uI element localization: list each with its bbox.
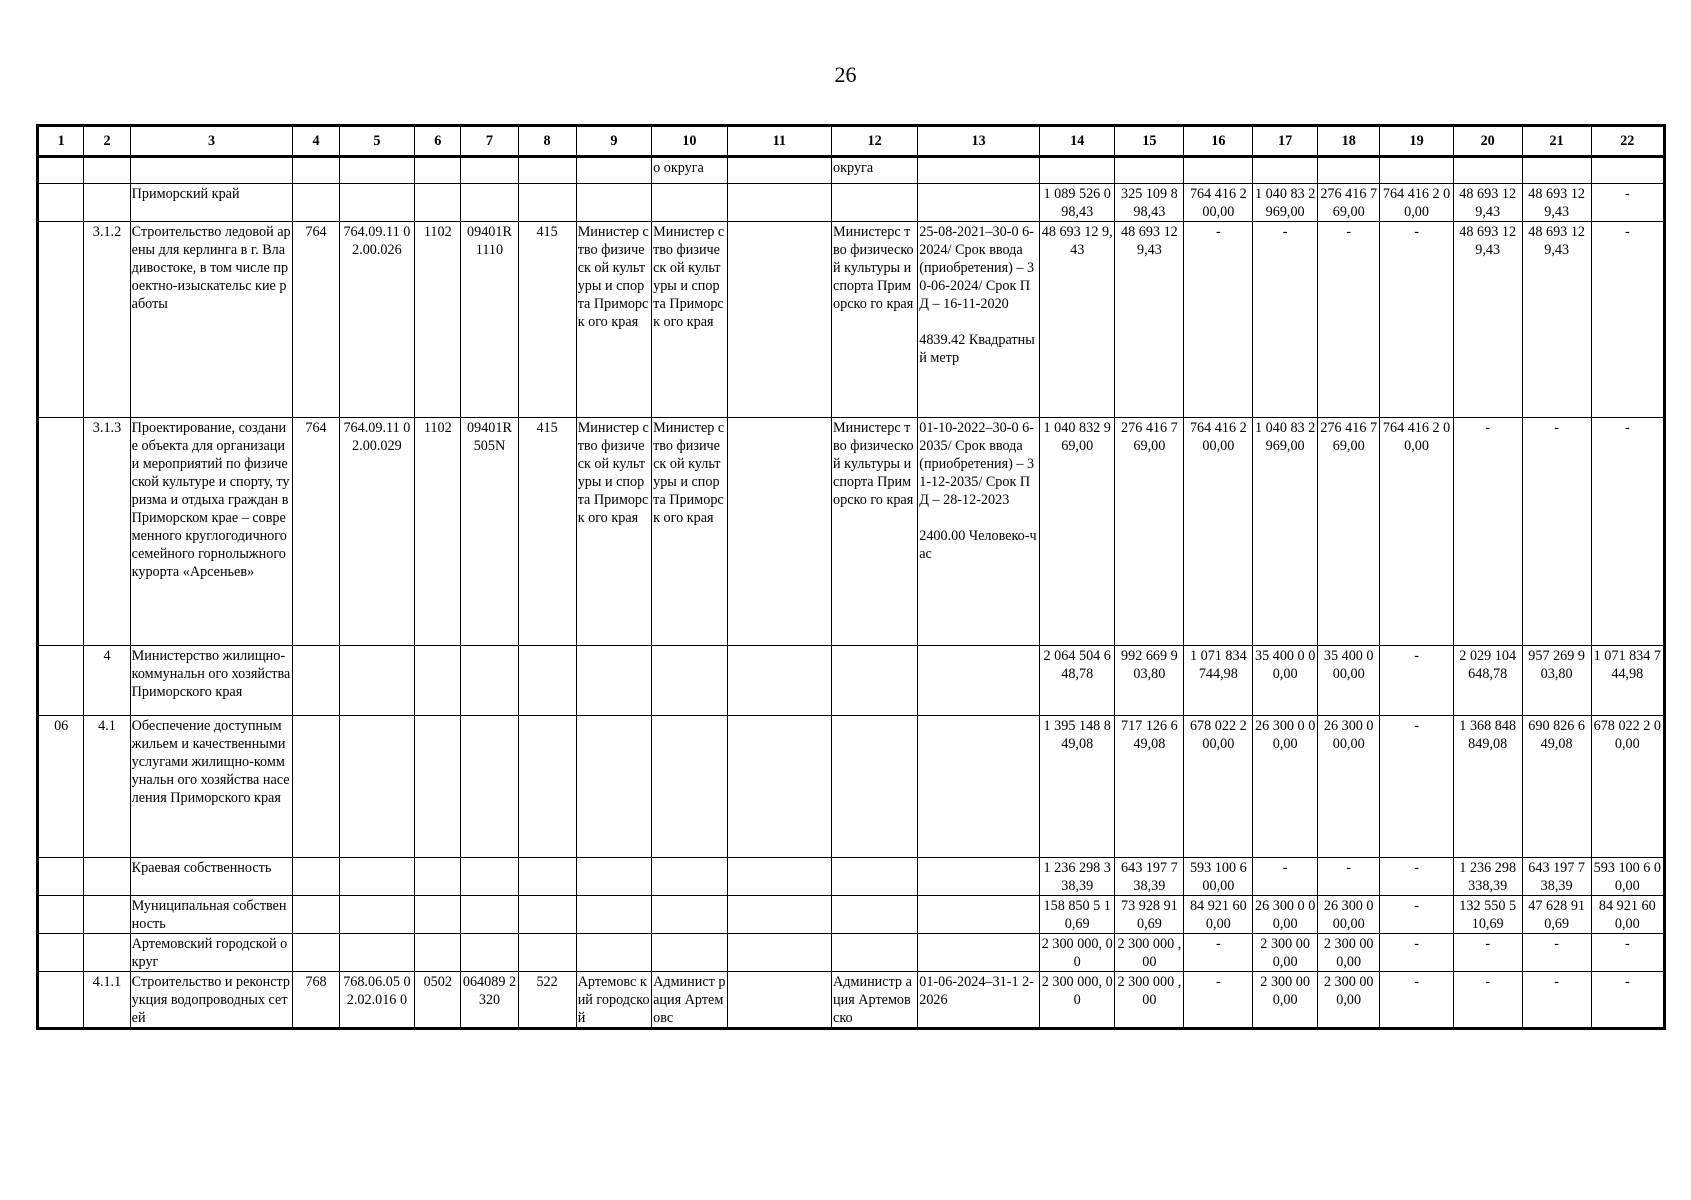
table-cell-col-16: -	[1184, 222, 1253, 418]
table-cell-col-8	[518, 716, 576, 858]
table-cell-col-10	[652, 716, 727, 858]
table-cell-col-10: Министер ство физическ ой культуры и спорта Приморск ого края	[652, 418, 727, 646]
table-cell-col-12: Министерс тво физической культуры и спорта Приморско го края	[832, 222, 918, 418]
table-cell-col-1	[38, 157, 84, 184]
table-cell-col-15: 2 300 000 ,00	[1115, 934, 1184, 972]
table-cell-col-11	[727, 157, 832, 184]
table-cell-col-16: 764 416 2 00,00	[1184, 418, 1253, 646]
table-cell-col-19: -	[1380, 646, 1453, 716]
column-header-21: 21	[1522, 126, 1591, 157]
table-cell-col-21: 643 197 7 38,39	[1522, 858, 1591, 896]
table-cell-col-2: 3.1.2	[84, 222, 130, 418]
column-header-17: 17	[1253, 126, 1318, 157]
table-cell-col-10: Министер ство физическ ой культуры и спорта Приморск ого края	[652, 222, 727, 418]
table-cell-col-5	[339, 858, 414, 896]
table-body	[38, 157, 1665, 1029]
table-cell-col-13	[918, 646, 1040, 716]
column-header-13: 13	[918, 126, 1040, 157]
table-cell-col-4: 768	[293, 972, 339, 1029]
table-cell-col-22: 678 022 2 00,00	[1591, 716, 1664, 858]
column-header-4: 4	[293, 126, 339, 157]
table-cell-col-9	[576, 934, 651, 972]
budget-table	[36, 124, 1666, 1030]
table-cell-col-15: 48 693 12 9,43	[1115, 222, 1184, 418]
column-header-8: 8	[518, 126, 576, 157]
table-row	[38, 716, 1665, 858]
table-cell-col-22: 84 921 60 0,00	[1591, 896, 1664, 934]
table-cell-col-3: Краевая собственность	[130, 858, 293, 896]
table-cell-col-19: 764 416 2 00,00	[1380, 184, 1453, 222]
table-cell-col-17: 26 300 0 00,00	[1253, 716, 1318, 858]
table-cell-col-18: 26 300 0 00,00	[1317, 716, 1379, 858]
table-cell-col-8	[518, 184, 576, 222]
column-header-7: 7	[461, 126, 518, 157]
table-cell-col-12	[832, 934, 918, 972]
table-cell-col-5	[339, 184, 414, 222]
table-cell-col-15: 992 669 9 03,80	[1115, 646, 1184, 716]
table-cell-col-21: -	[1522, 418, 1591, 646]
table-cell-col-19: -	[1380, 858, 1453, 896]
table-cell-col-1	[38, 934, 84, 972]
table-cell-col-16: 678 022 2 00,00	[1184, 716, 1253, 858]
table-cell-col-20: 48 693 12 9,43	[1453, 184, 1522, 222]
page-number: 26	[834, 62, 857, 87]
table-cell-col-16: 593 100 6 00,00	[1184, 858, 1253, 896]
table-row	[38, 418, 1665, 646]
table-cell-col-17: -	[1253, 222, 1318, 418]
table-cell-col-8: 522	[518, 972, 576, 1029]
table-cell-col-22: -	[1591, 972, 1664, 1029]
column-header-14: 14	[1039, 126, 1114, 157]
table-cell-col-2	[84, 934, 130, 972]
table-cell-col-17: 1 040 83 2 969,00	[1253, 184, 1318, 222]
table-cell-col-5	[339, 896, 414, 934]
table-cell-col-5: 764.09.11 02.00.029	[339, 418, 414, 646]
table-cell-col-10: Админист рация Артемовс	[652, 972, 727, 1029]
table-cell-col-14: 48 693 12 9,43	[1039, 222, 1114, 418]
table-cell-col-8: 415	[518, 418, 576, 646]
table-cell-col-7	[461, 896, 518, 934]
table-cell-col-22: -	[1591, 934, 1664, 972]
table-cell-col-7	[461, 858, 518, 896]
table-cell-col-8	[518, 157, 576, 184]
column-header-2: 2	[84, 126, 130, 157]
table-cell-col-9	[576, 896, 651, 934]
table-cell-col-11	[727, 934, 832, 972]
table-cell-col-10: о округа	[652, 157, 727, 184]
table-cell-col-1	[38, 222, 84, 418]
column-header-6: 6	[415, 126, 461, 157]
table-row	[38, 896, 1665, 934]
table-cell-col-14: 1 236 298 338,39	[1039, 858, 1114, 896]
table-cell-col-3: Приморский край	[130, 184, 293, 222]
table-cell-col-1	[38, 858, 84, 896]
table-cell-col-10	[652, 184, 727, 222]
table-cell-col-17	[1253, 157, 1318, 184]
table-cell-col-12: Министерс тво физической культуры и спорта Приморско го края	[832, 418, 918, 646]
table-cell-col-18: 276 416 769,00	[1317, 184, 1379, 222]
table-cell-col-7: 064089 2320	[461, 972, 518, 1029]
table-cell-col-17: 1 040 83 2 969,00	[1253, 418, 1318, 646]
table-cell-col-12	[832, 896, 918, 934]
table-cell-col-2	[84, 858, 130, 896]
table-cell-col-12	[832, 858, 918, 896]
table-cell-col-14: 158 850 5 10,69	[1039, 896, 1114, 934]
table-cell-col-17: 2 300 00 0,00	[1253, 934, 1318, 972]
table-cell-col-13	[918, 858, 1040, 896]
table-cell-col-13: 25-08-2021–30-0 6-2024/ Срок ввода (приобретения) – 30-06-2024/ Срок ПД – 16-11-2020 4839.42 Квадратный метр	[918, 222, 1040, 418]
table-cell-col-5: 764.09.11 02.00.026	[339, 222, 414, 418]
table-cell-col-8: 415	[518, 222, 576, 418]
table-cell-col-19	[1380, 157, 1453, 184]
table-cell-col-22: -	[1591, 222, 1664, 418]
header-row	[38, 126, 1665, 157]
table-cell-col-10	[652, 646, 727, 716]
table-cell-col-11	[727, 716, 832, 858]
table-cell-col-15: 73 928 91 0,69	[1115, 896, 1184, 934]
table-cell-col-9	[576, 646, 651, 716]
table-cell-col-5	[339, 157, 414, 184]
table-cell-col-20: 132 550 5 10,69	[1453, 896, 1522, 934]
table-cell-col-21: 48 693 12 9,43	[1522, 184, 1591, 222]
table-cell-col-12	[832, 716, 918, 858]
table-cell-col-13	[918, 157, 1040, 184]
table-cell-col-3: Муниципальная собственность	[130, 896, 293, 934]
table-cell-col-19: -	[1380, 934, 1453, 972]
table-cell-col-16: 1 071 834 744,98	[1184, 646, 1253, 716]
table-cell-col-20: 1 236 298 338,39	[1453, 858, 1522, 896]
table-cell-col-2	[84, 184, 130, 222]
table-cell-col-22: 1 071 834 744,98	[1591, 646, 1664, 716]
table-cell-col-22	[1591, 157, 1664, 184]
table-cell-col-2	[84, 157, 130, 184]
table-cell-col-15: 276 416 7 69,00	[1115, 418, 1184, 646]
table-cell-col-21: 957 269 9 03,80	[1522, 646, 1591, 716]
table-cell-col-11	[727, 222, 832, 418]
table-cell-col-7	[461, 934, 518, 972]
table-cell-col-22: -	[1591, 184, 1664, 222]
table-row	[38, 184, 1665, 222]
table-cell-col-3: Проектирование, создание объекта для организации мероприятий по физической культуре и спорту, туризма и отдыха граждан в Приморском крае – современного круглогодичного семейного горнолыжного курорта «Арсеньев»	[130, 418, 293, 646]
table-cell-col-6	[415, 896, 461, 934]
table-cell-col-1	[38, 896, 84, 934]
table-cell-col-1: 06	[38, 716, 84, 858]
table-cell-col-4: 764	[293, 222, 339, 418]
table-cell-col-2: 4	[84, 646, 130, 716]
table-cell-col-17: 26 300 0 00,00	[1253, 896, 1318, 934]
table-cell-col-8	[518, 646, 576, 716]
table-cell-col-7: 09401R 1110	[461, 222, 518, 418]
table-cell-col-15: 325 109 8 98,43	[1115, 184, 1184, 222]
table-cell-col-9	[576, 716, 651, 858]
table-cell-col-18	[1317, 157, 1379, 184]
column-header-12: 12	[832, 126, 918, 157]
table-cell-col-4	[293, 646, 339, 716]
table-cell-col-15	[1115, 157, 1184, 184]
table-cell-col-17: 35 400 0 00,00	[1253, 646, 1318, 716]
table-cell-col-5: 768.06.05 02.02.016 0	[339, 972, 414, 1029]
table-cell-col-12: Администр ация Артемовско	[832, 972, 918, 1029]
table-cell-col-18: 26 300 0 00,00	[1317, 896, 1379, 934]
table-cell-col-20: 2 029 104 648,78	[1453, 646, 1522, 716]
table-cell-col-21: 690 826 6 49,08	[1522, 716, 1591, 858]
table-cell-col-13	[918, 896, 1040, 934]
table-cell-col-15: 717 126 6 49,08	[1115, 716, 1184, 858]
table-cell-col-8	[518, 934, 576, 972]
table-cell-col-21: -	[1522, 934, 1591, 972]
table-cell-col-9	[576, 157, 651, 184]
table-cell-col-13: 01-06-2024–31-1 2-2026	[918, 972, 1040, 1029]
table-cell-col-18: 276 416 769,00	[1317, 418, 1379, 646]
table-cell-col-4	[293, 184, 339, 222]
table-cell-col-21: 48 693 12 9,43	[1522, 222, 1591, 418]
table-row	[38, 972, 1665, 1029]
table-cell-col-22: 593 100 6 00,00	[1591, 858, 1664, 896]
table-cell-col-1	[38, 418, 84, 646]
table-cell-col-14: 1 395 148 849,08	[1039, 716, 1114, 858]
table-row	[38, 157, 1665, 184]
table-cell-col-17: -	[1253, 858, 1318, 896]
table-row	[38, 646, 1665, 716]
column-header-16: 16	[1184, 126, 1253, 157]
table-cell-col-20: -	[1453, 934, 1522, 972]
table-cell-col-18: 2 300 00 0,00	[1317, 972, 1379, 1029]
column-header-15: 15	[1115, 126, 1184, 157]
column-header-11: 11	[727, 126, 832, 157]
table-cell-col-11	[727, 858, 832, 896]
table-cell-col-7	[461, 716, 518, 858]
table-cell-col-3: Строительство ледовой арены для керлинга в г. Владивостоке, в том числе проектно-изыскательс кие работы	[130, 222, 293, 418]
table-cell-col-18: 2 300 00 0,00	[1317, 934, 1379, 972]
table-cell-col-21: -	[1522, 972, 1591, 1029]
table-cell-col-10	[652, 934, 727, 972]
table-cell-col-15: 2 300 000 ,00	[1115, 972, 1184, 1029]
table-cell-col-18: -	[1317, 222, 1379, 418]
column-header-9: 9	[576, 126, 651, 157]
table-cell-col-11	[727, 184, 832, 222]
table-cell-col-6	[415, 157, 461, 184]
table-cell-col-14: 2 300 000, 00	[1039, 934, 1114, 972]
table-cell-col-11	[727, 418, 832, 646]
table-cell-col-19: -	[1380, 716, 1453, 858]
table-row	[38, 934, 1665, 972]
table-cell-col-14: 2 300 000, 00	[1039, 972, 1114, 1029]
table-cell-col-4	[293, 858, 339, 896]
table-cell-col-20	[1453, 157, 1522, 184]
table-cell-col-16: 84 921 60 0,00	[1184, 896, 1253, 934]
column-header-1: 1	[38, 126, 84, 157]
table-cell-col-9: Министер ство физическ ой культуры и спорта Приморск ого края	[576, 222, 651, 418]
table-cell-col-6	[415, 934, 461, 972]
column-header-20: 20	[1453, 126, 1522, 157]
table-cell-col-13	[918, 716, 1040, 858]
table-cell-col-19: -	[1380, 896, 1453, 934]
table-cell-col-7	[461, 646, 518, 716]
table-cell-col-2: 4.1	[84, 716, 130, 858]
table-cell-col-2	[84, 896, 130, 934]
table-cell-col-6: 1102	[415, 222, 461, 418]
table-cell-col-7	[461, 184, 518, 222]
table-cell-col-5	[339, 646, 414, 716]
table-cell-col-13: 01-10-2022–30-0 6-2035/ Срок ввода (приобретения) – 31-12-2035/ Срок ПД – 28-12-2023 2400.00 Человеко-час	[918, 418, 1040, 646]
table-cell-col-3	[130, 157, 293, 184]
table-cell-col-5	[339, 934, 414, 972]
table-cell-col-16	[1184, 157, 1253, 184]
table-cell-col-13	[918, 184, 1040, 222]
table-cell-col-16: 764 416 2 00,00	[1184, 184, 1253, 222]
table-cell-col-21	[1522, 157, 1591, 184]
table-cell-col-9: Министер ство физическ ой культуры и спорта Приморск ого края	[576, 418, 651, 646]
table-cell-col-4	[293, 934, 339, 972]
table-cell-col-16: -	[1184, 972, 1253, 1029]
table-cell-col-5	[339, 716, 414, 858]
table-cell-col-6: 0502	[415, 972, 461, 1029]
table-cell-col-19: 764 416 2 00,00	[1380, 418, 1453, 646]
table-cell-col-10	[652, 896, 727, 934]
table-cell-col-4	[293, 716, 339, 858]
table-cell-col-8	[518, 896, 576, 934]
table-cell-col-13	[918, 934, 1040, 972]
table-cell-col-12	[832, 646, 918, 716]
column-header-18: 18	[1317, 126, 1379, 157]
table-cell-col-1	[38, 646, 84, 716]
table-cell-col-11	[727, 896, 832, 934]
table-cell-col-19: -	[1380, 972, 1453, 1029]
table-cell-col-16: -	[1184, 934, 1253, 972]
table-cell-col-2: 4.1.1	[84, 972, 130, 1029]
column-header-10: 10	[652, 126, 727, 157]
table-cell-col-9	[576, 858, 651, 896]
column-header-3: 3	[130, 126, 293, 157]
table-cell-col-2: 3.1.3	[84, 418, 130, 646]
table-cell-col-7	[461, 157, 518, 184]
table-cell-col-14	[1039, 157, 1114, 184]
table-cell-col-15: 643 197 7 38,39	[1115, 858, 1184, 896]
column-header-5: 5	[339, 126, 414, 157]
table-cell-col-18: -	[1317, 858, 1379, 896]
table-cell-col-14: 2 064 504 648,78	[1039, 646, 1114, 716]
table-cell-col-7: 09401R 505N	[461, 418, 518, 646]
table-row	[38, 858, 1665, 896]
table-cell-col-21: 47 628 91 0,69	[1522, 896, 1591, 934]
table-cell-col-4	[293, 157, 339, 184]
table-cell-col-11	[727, 972, 832, 1029]
table-cell-col-14: 1 089 526 098,43	[1039, 184, 1114, 222]
column-header-22: 22	[1591, 126, 1664, 157]
table-cell-col-9	[576, 184, 651, 222]
table-cell-col-6	[415, 184, 461, 222]
table-cell-col-20: 48 693 12 9,43	[1453, 222, 1522, 418]
table-cell-col-6	[415, 858, 461, 896]
table-cell-col-6: 1102	[415, 418, 461, 646]
table-cell-col-20: -	[1453, 418, 1522, 646]
table-cell-col-22: -	[1591, 418, 1664, 646]
table-cell-col-12: округа	[832, 157, 918, 184]
table-cell-col-18: 35 400 0 00,00	[1317, 646, 1379, 716]
table-cell-col-6	[415, 716, 461, 858]
table-cell-col-20: -	[1453, 972, 1522, 1029]
table-cell-col-9: Артемовс кий городской	[576, 972, 651, 1029]
table-cell-col-4	[293, 896, 339, 934]
column-header-19: 19	[1380, 126, 1453, 157]
table-cell-col-6	[415, 646, 461, 716]
table-row	[38, 222, 1665, 418]
table-cell-col-1	[38, 184, 84, 222]
table-cell-col-4: 764	[293, 418, 339, 646]
table-cell-col-1	[38, 972, 84, 1029]
table-cell-col-3: Строительство и реконструкция водопроводных сетей	[130, 972, 293, 1029]
table-cell-col-3: Обеспечение доступным жильем и качественными услугами жилищно-коммунальн ого хозяйства населения Приморского края	[130, 716, 293, 858]
table-cell-col-14: 1 040 832 969,00	[1039, 418, 1114, 646]
table-cell-col-19: -	[1380, 222, 1453, 418]
table-cell-col-3: Министерство жилищно-коммунальн ого хозяйства Приморского края	[130, 646, 293, 716]
table-cell-col-17: 2 300 00 0,00	[1253, 972, 1318, 1029]
table-cell-col-20: 1 368 848 849,08	[1453, 716, 1522, 858]
table-cell-col-10	[652, 858, 727, 896]
table-cell-col-3: Артемовский городской округ	[130, 934, 293, 972]
table-cell-col-11	[727, 646, 832, 716]
table-cell-col-8	[518, 858, 576, 896]
table-cell-col-12	[832, 184, 918, 222]
